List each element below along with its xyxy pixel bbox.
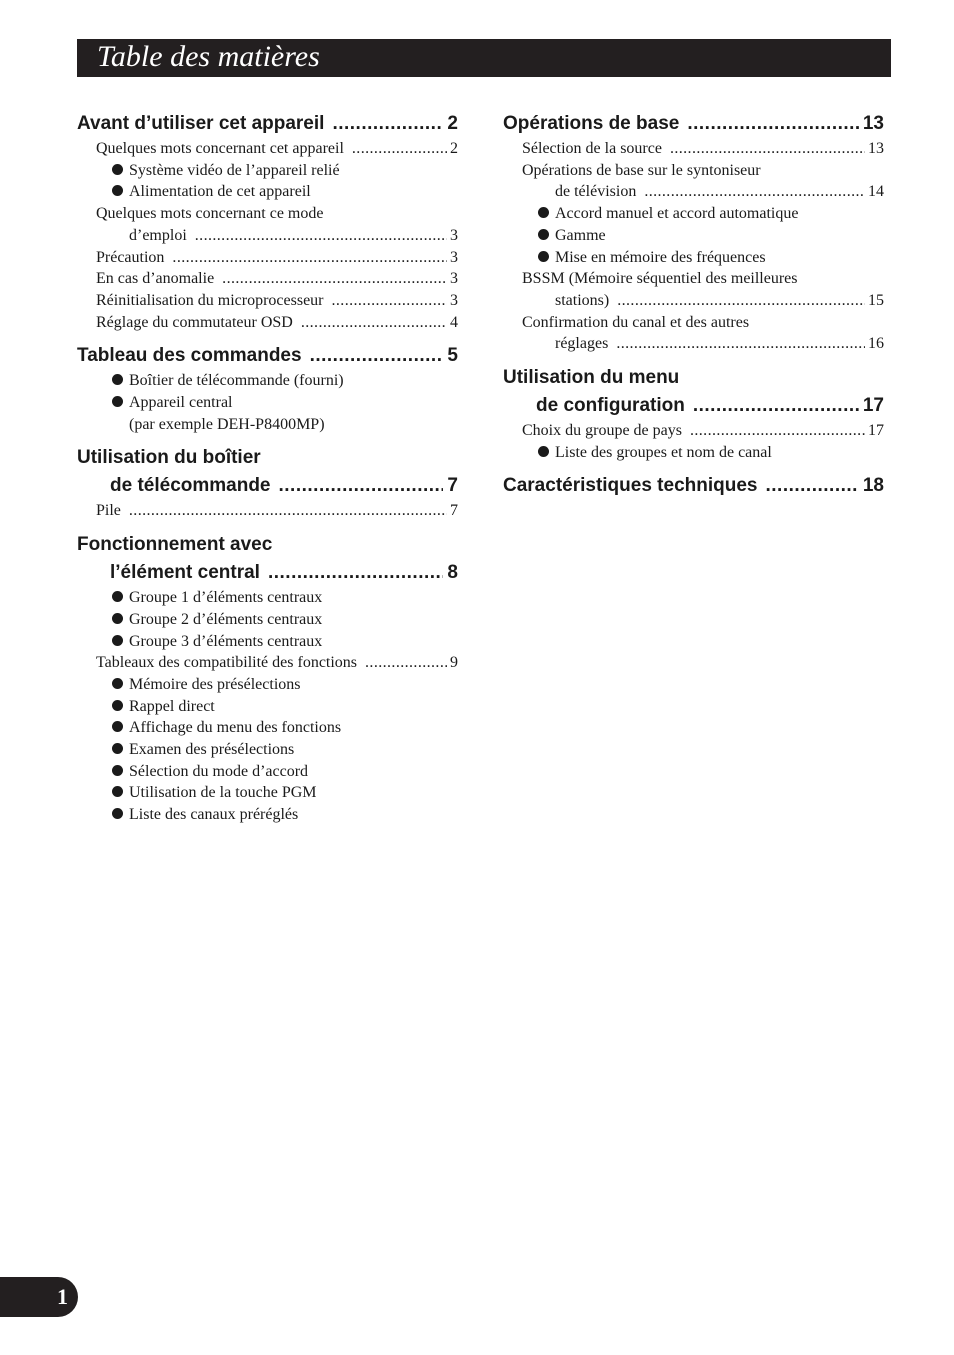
toc-heading-label[interactable]: Fonctionnement avec xyxy=(77,534,273,556)
toc-section xyxy=(77,110,458,333)
toc-left-column xyxy=(77,110,458,835)
toc-bullet-label: Système vidéo de l’appareil relié xyxy=(129,161,340,179)
bullet-icon xyxy=(538,207,549,218)
bullet-icon xyxy=(112,613,123,624)
toc-bullet-item xyxy=(77,160,458,182)
toc-entry[interactable] xyxy=(77,312,458,334)
toc-heading[interactable] xyxy=(77,342,458,370)
toc-bullet-item xyxy=(503,247,884,269)
toc-bullet-item xyxy=(77,804,458,826)
bullet-icon xyxy=(112,374,123,385)
toc-bullet-label: Boîtier de télécommande (fourni) xyxy=(129,372,344,390)
bullet-icon xyxy=(112,591,123,602)
toc-page-number: 16 xyxy=(868,335,884,353)
toc-heading-label[interactable]: Utilisation du boîtier xyxy=(77,447,261,469)
toc-page-number: 14 xyxy=(868,183,884,201)
page-number-tab xyxy=(0,1277,78,1317)
toc-entry[interactable] xyxy=(77,138,458,160)
toc-bullet-item xyxy=(77,782,458,804)
toc-page-number: 2 xyxy=(447,113,458,134)
toc-bullet-item xyxy=(77,717,458,739)
toc-bullet-label: Accord manuel et accord automatique xyxy=(555,205,799,223)
toc-bullet-continuation: (par exemple DEH-P8400MP) xyxy=(129,415,325,433)
toc-entry[interactable] xyxy=(503,420,884,442)
toc-entry[interactable] xyxy=(77,247,458,269)
toc-bullet-item xyxy=(77,696,458,718)
toc-bullet-label: Affichage du menu des fonctions xyxy=(129,719,342,737)
toc-heading[interactable] xyxy=(77,559,458,587)
title-bar xyxy=(77,39,891,77)
toc-bullet-label: Utilisation de la touche PGM xyxy=(129,784,317,802)
toc-page-number: 5 xyxy=(447,345,458,367)
toc-entry-label: d’emploi xyxy=(129,226,187,244)
toc-bullet-item xyxy=(77,631,458,653)
toc-entry-label: Réinitialisation du microprocesseur xyxy=(96,291,324,309)
toc-entry-label: de télévision xyxy=(555,183,637,201)
toc-entry-label: Précaution xyxy=(96,248,165,266)
toc-page-number: 8 xyxy=(447,562,458,584)
toc-section xyxy=(503,110,884,355)
toc-section xyxy=(77,444,458,522)
toc-bullet-item xyxy=(77,181,458,203)
toc-bullet-label: Alimentation de cet appareil xyxy=(129,183,311,201)
bullet-icon xyxy=(112,396,123,407)
toc-section xyxy=(503,472,884,500)
toc-page-number: 9 xyxy=(450,654,458,672)
page-number: 1 xyxy=(57,1284,68,1309)
toc-heading-label: de configuration xyxy=(536,395,685,417)
toc-entry-label: Sélection de la source xyxy=(522,140,662,157)
toc-entry-label[interactable]: Opérations de base sur le syntoniseur xyxy=(522,161,761,179)
toc-entry-label[interactable]: Confirmation du canal et des autres xyxy=(522,313,750,331)
dot-leader xyxy=(616,333,865,355)
toc-heading-label: l’élément central xyxy=(110,562,260,584)
toc-heading[interactable] xyxy=(503,110,884,138)
toc-entry-label: Tableaux des compatibilité des fonctions xyxy=(96,654,358,672)
toc-page-number: 7 xyxy=(450,502,458,520)
dot-leader xyxy=(195,225,447,247)
toc-entry[interactable] xyxy=(77,652,458,674)
toc-page-number: 3 xyxy=(450,291,458,309)
toc-page-number: 18 xyxy=(862,475,884,497)
toc-entry[interactable] xyxy=(77,500,458,522)
toc-entry[interactable] xyxy=(503,290,884,312)
dot-leader xyxy=(693,392,859,420)
toc-heading[interactable] xyxy=(503,392,884,420)
dot-leader xyxy=(765,472,858,500)
toc-entry-label: réglages xyxy=(555,335,609,353)
toc-entry-label: Quelques mots concernant cet appareil xyxy=(96,140,344,157)
toc-bullet-item xyxy=(77,392,458,414)
bullet-icon xyxy=(112,700,123,711)
bullet-icon xyxy=(112,185,123,196)
toc-bullet-item xyxy=(77,370,458,392)
toc-heading-label[interactable]: Utilisation du menu xyxy=(503,367,680,389)
toc-heading[interactable] xyxy=(77,110,458,138)
toc-page-number: 17 xyxy=(868,422,884,440)
toc-section xyxy=(77,342,458,435)
toc-bullet-label: Sélection du mode d’accord xyxy=(129,762,309,780)
bullet-icon xyxy=(112,808,123,819)
toc-bullet-label: Groupe 1 d’éléments centraux xyxy=(129,589,323,607)
dot-leader xyxy=(687,110,859,138)
bullet-icon xyxy=(538,251,549,262)
toc-entry-label[interactable]: BSSM (Mémoire séquentiel des meilleures xyxy=(522,270,798,288)
toc-bullet-label: Mémoire des présélections xyxy=(129,675,301,693)
toc-section xyxy=(503,364,884,463)
dot-leader xyxy=(222,268,447,290)
toc-right-column xyxy=(503,110,884,509)
dot-leader xyxy=(268,559,443,587)
toc-entry[interactable] xyxy=(77,290,458,312)
toc-page-number: 15 xyxy=(868,291,884,309)
toc-page-number: 4 xyxy=(450,313,458,331)
toc-entry-label: En cas d’anomalie xyxy=(96,270,215,288)
dot-leader xyxy=(332,290,448,312)
dot-leader xyxy=(129,500,447,522)
toc-entry[interactable] xyxy=(77,225,458,247)
toc-bullet-label: Gamme xyxy=(555,226,606,244)
dot-leader xyxy=(670,138,865,160)
toc-heading-label: Opérations de base xyxy=(503,113,680,134)
bullet-icon xyxy=(112,635,123,646)
bullet-icon xyxy=(112,743,123,754)
toc-heading[interactable] xyxy=(503,472,884,500)
toc-bullet-item xyxy=(503,203,884,225)
dot-leader xyxy=(617,290,865,312)
bullet-icon xyxy=(112,164,123,175)
dot-leader xyxy=(279,472,444,500)
dot-leader xyxy=(310,342,444,370)
toc-bullet-label: Liste des groupes et nom de canal xyxy=(555,443,772,461)
bullet-icon xyxy=(538,229,549,240)
toc-bullet-item xyxy=(77,674,458,696)
toc-entry[interactable] xyxy=(503,138,884,160)
toc-bullet-item xyxy=(503,442,884,464)
toc-bullet-label: Groupe 3 d’éléments centraux xyxy=(129,632,323,650)
bullet-icon xyxy=(112,786,123,797)
toc-heading-label: de télécommande xyxy=(110,475,271,497)
toc-page-number: 17 xyxy=(862,395,884,417)
toc-entry[interactable] xyxy=(503,181,884,203)
dot-leader xyxy=(332,110,443,138)
toc-bullet-item xyxy=(77,761,458,783)
dot-leader xyxy=(690,420,865,442)
bullet-icon xyxy=(112,765,123,776)
toc-bullet-item xyxy=(77,739,458,761)
bullet-icon xyxy=(112,678,123,689)
dot-leader xyxy=(644,181,865,203)
toc-page-number: 13 xyxy=(862,113,884,134)
toc-entry-label: stations) xyxy=(555,291,610,309)
toc-entry[interactable] xyxy=(77,268,458,290)
toc-heading-label: Caractéristiques techniques xyxy=(503,475,758,497)
toc-page-number: 3 xyxy=(450,226,458,244)
toc-bullet-label: Liste des canaux préréglés xyxy=(129,806,299,824)
toc-bullet-label: Groupe 2 d’éléments centraux xyxy=(129,610,323,628)
toc-bullet-label: Appareil central xyxy=(129,394,233,412)
toc-bullet-label: Mise en mémoire des fréquences xyxy=(555,248,766,266)
toc-page-number: 2 xyxy=(450,140,458,157)
toc-bullet-label: Rappel direct xyxy=(129,697,215,715)
toc-bullet-item xyxy=(503,225,884,247)
toc-section xyxy=(77,531,458,826)
toc-bullet-label: Examen des présélections xyxy=(129,741,295,759)
toc-entry-label: Choix du groupe de pays xyxy=(522,422,682,440)
toc-entry-label[interactable]: Quelques mots concernant ce mode xyxy=(96,205,324,223)
toc-entry-label: Pile xyxy=(96,502,121,520)
toc-page-number: 3 xyxy=(450,248,458,266)
dot-leader xyxy=(172,247,447,269)
toc-page-number: 3 xyxy=(450,270,458,288)
toc-entry[interactable] xyxy=(503,333,884,355)
dot-leader xyxy=(352,138,447,160)
dot-leader xyxy=(365,652,447,674)
toc-heading-label: Avant d’utiliser cet appareil xyxy=(77,113,325,134)
toc-heading[interactable] xyxy=(77,472,458,500)
toc-page-number: 7 xyxy=(447,475,458,497)
bullet-icon xyxy=(538,446,549,457)
toc-entry-label: Réglage du commutateur OSD xyxy=(96,313,293,331)
bullet-icon xyxy=(112,721,123,732)
toc-bullet-item xyxy=(77,587,458,609)
dot-leader xyxy=(301,312,447,334)
toc-bullet-item xyxy=(77,609,458,631)
page-title: Table des matières xyxy=(97,40,320,73)
toc-page-number: 13 xyxy=(868,140,884,157)
toc-heading-label: Tableau des commandes xyxy=(77,345,302,367)
